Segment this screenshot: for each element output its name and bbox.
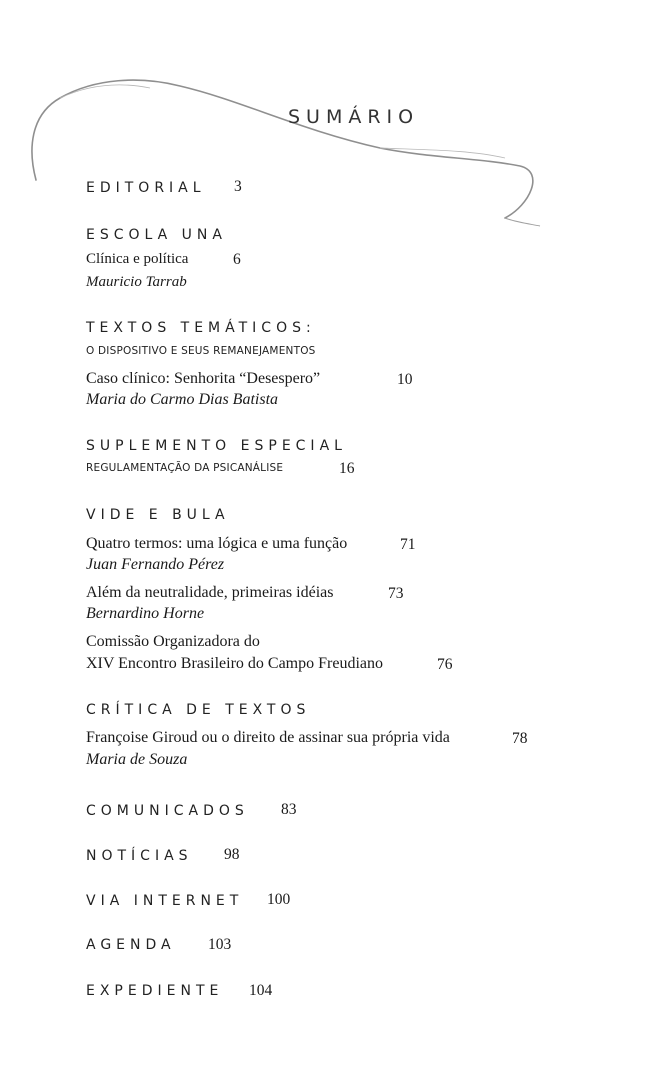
section-expediente: EXPEDIENTE xyxy=(86,983,224,999)
section-noticias: NOTÍCIAS xyxy=(86,848,193,864)
page-number-comunicados: 83 xyxy=(281,801,297,818)
page-number-comissao: 76 xyxy=(437,656,453,673)
section-vide-e-bula: VIDE E BULA xyxy=(86,507,230,523)
section-textos-tematicos: TEXTOS TEMÁTICOS: xyxy=(86,320,316,336)
entry-author-batista: Maria do Carmo Dias Batista xyxy=(86,391,279,408)
page-number-expediente: 104 xyxy=(249,982,273,999)
section-critica-de-textos: CRÍTICA DE TEXTOS xyxy=(86,702,311,718)
section-subtitle-regulamentacao: REGULAMENTAÇÃO DA PSICANÁLISE xyxy=(86,462,284,474)
page-number-alem-da-neutralidade: 73 xyxy=(388,585,404,602)
page-number-suplemento: 16 xyxy=(339,460,355,477)
entry-author-perez: Juan Fernando Pérez xyxy=(86,556,225,573)
entry-title-alem-da-neutralidade: Além da neutralidade, primeiras idéias xyxy=(86,584,334,601)
page-number-francoise-giroud: 78 xyxy=(512,730,528,747)
section-agenda: AGENDA xyxy=(86,937,176,953)
section-escola-una: ESCOLA UNA xyxy=(86,227,227,243)
section-suplemento-especial: SUPLEMENTO ESPECIAL xyxy=(86,438,347,454)
page-number-agenda: 103 xyxy=(208,936,232,953)
page-number-noticias: 98 xyxy=(224,846,240,863)
entry-title-francoise-giroud: Françoise Giroud ou o direito de assinar sua própria vida xyxy=(86,729,450,746)
section-editorial: EDITORIAL xyxy=(86,180,206,196)
entry-title-comissao-line2: XIV Encontro Brasileiro do Campo Freudiano xyxy=(86,655,383,672)
section-subtitle-dispositivo: O DISPOSITIVO E SEUS REMANEJAMENTOS xyxy=(86,345,316,357)
page-number-editorial: 3 xyxy=(234,178,242,195)
entry-author-souza: Maria de Souza xyxy=(86,751,188,768)
page-number-via-internet: 100 xyxy=(267,891,291,908)
entry-author-tarrab: Mauricio Tarrab xyxy=(86,274,187,290)
entry-title-clinica-e-politica: Clínica e política xyxy=(86,251,189,267)
page-number-caso-clinico: 10 xyxy=(397,371,413,388)
page-title: SUMÁRIO xyxy=(288,106,420,128)
entry-title-quatro-termos: Quatro termos: uma lógica e uma função xyxy=(86,535,348,552)
entry-title-comissao-line1: Comissão Organizadora do xyxy=(86,633,260,650)
section-comunicados: COMUNICADOS xyxy=(86,803,249,819)
entry-author-horne: Bernardino Horne xyxy=(86,605,205,622)
entry-title-caso-clinico: Caso clínico: Senhorita “Desespero” xyxy=(86,370,321,387)
page-number-clinica: 6 xyxy=(233,251,241,268)
page-number-quatro-termos: 71 xyxy=(400,536,416,553)
section-via-internet: VIA INTERNET xyxy=(86,893,244,909)
